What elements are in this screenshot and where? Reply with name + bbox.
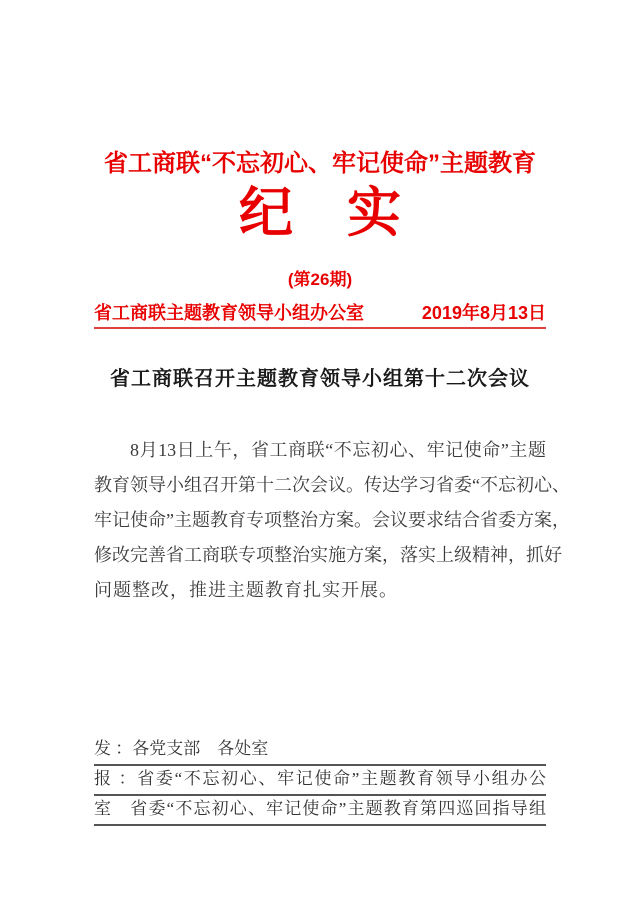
bulletin-title-subject: 省工商联“不忘初心、牢记使命”主题教育 [104, 150, 536, 177]
body-line: 牢记使命”主题教育专项整治方案。会议要求结合省委方案， [94, 510, 570, 530]
bulletin-title-main: 纪 实 [239, 183, 401, 243]
article-heading: 省工商联召开主题教育领导小组第十二次会议 [110, 368, 530, 390]
body-line: 8月13日上午，省工商联“不忘初心、牢记使命”主题 [130, 440, 546, 460]
body-line: 教育领导小组召开第十二次会议。传达学习省委“不忘初心、 [94, 475, 570, 495]
masthead-info-row [94, 302, 546, 329]
distribution-row-reported-to-continued: 室 省委“不忘初心、牢记使命”主题教育第四巡回指导组 [94, 796, 546, 826]
article-body [94, 433, 570, 608]
distribution-footer [94, 736, 546, 826]
distribution-row-reported-to: 报 ：省委“不忘初心、牢记使命”主题教育领导小组办公 [94, 766, 546, 796]
issue-date: 2019年8月13日 [421, 303, 546, 323]
masthead [94, 150, 546, 329]
issue-number: (第26期) [287, 270, 353, 289]
distribution-row-issued-to: 发 ：各党支部 各处室 [94, 736, 546, 766]
body-line: 问题整改，推进主题教育扎实开展。 [94, 580, 398, 600]
article [94, 365, 570, 608]
issuing-office: 省工商联主题教育领导小组办公室 [94, 303, 364, 323]
body-line: 修改完善省工商联专项整治实施方案，落实上级精神，抓好 [94, 545, 562, 565]
